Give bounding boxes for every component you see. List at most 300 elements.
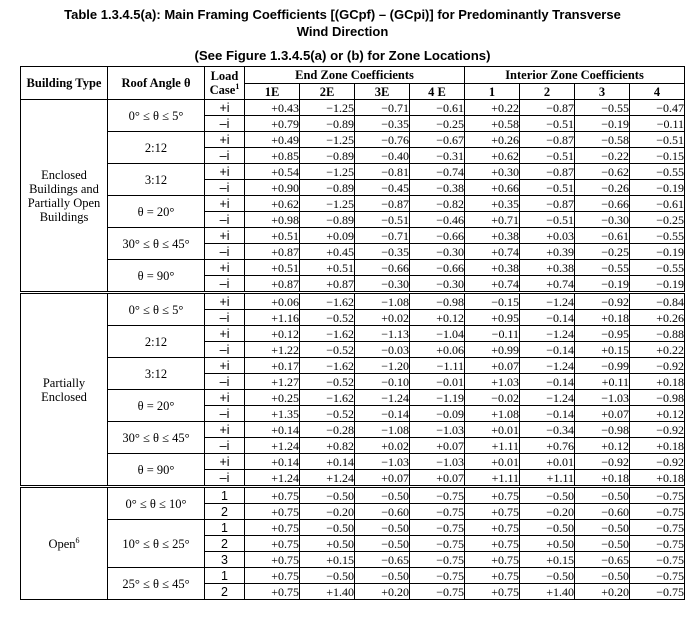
header-zone-3: 3 <box>575 84 630 100</box>
coefficient-cell-3: −0.19 <box>575 116 630 132</box>
coefficient-cell-2e: +0.87 <box>300 276 355 293</box>
table-row <box>21 358 685 374</box>
coefficient-cell-1: +0.38 <box>465 228 520 244</box>
coefficient-cell-1: −0.11 <box>465 326 520 342</box>
coefficient-cell-4e: −0.09 <box>410 406 465 422</box>
coefficient-cell-2: −0.87 <box>520 132 575 148</box>
coefficient-cell-4e: −0.75 <box>410 520 465 536</box>
coefficient-cell-1: +1.03 <box>465 374 520 390</box>
coefficient-cell-2e: −0.28 <box>300 422 355 438</box>
coefficient-cell-2e: −1.62 <box>300 293 355 310</box>
roof-angle-cell: 30° ≤ θ ≤ 45° <box>108 228 205 260</box>
coefficient-cell-2e: −1.62 <box>300 326 355 342</box>
load-case-cell: 2 <box>205 536 245 552</box>
load-case-cell: +i <box>205 100 245 116</box>
coefficient-cell-4e: −0.75 <box>410 584 465 600</box>
coefficient-cell-1e: +0.85 <box>245 148 300 164</box>
coefficient-cell-1: +1.08 <box>465 406 520 422</box>
coefficient-cell-3: −0.55 <box>575 100 630 116</box>
coefficient-cell-3e: −0.50 <box>355 520 410 536</box>
coefficient-cell-3e: −1.20 <box>355 358 410 374</box>
coefficient-cell-2e: +0.50 <box>300 536 355 552</box>
roof-angle-cell: θ = 20° <box>108 196 205 228</box>
load-case-cell: –i <box>205 342 245 358</box>
coefficient-cell-4e: −0.46 <box>410 212 465 228</box>
header-zone-3e: 3E <box>355 84 410 100</box>
coefficient-cell-2e: −0.89 <box>300 180 355 196</box>
coefficient-cell-3e: −0.50 <box>355 568 410 584</box>
header-interior-zone: Interior Zone Coefficients <box>465 67 685 84</box>
coefficient-cell-1: +0.07 <box>465 358 520 374</box>
coefficient-cell-4e: −0.30 <box>410 244 465 260</box>
coefficient-cell-4: −0.55 <box>630 228 685 244</box>
building-type-cell <box>21 487 108 600</box>
load-case-cell: 1 <box>205 568 245 584</box>
coefficient-cell-1: +0.58 <box>465 116 520 132</box>
coefficient-cell-3e: −0.35 <box>355 244 410 260</box>
coefficient-cell-2e: +0.15 <box>300 552 355 568</box>
coefficient-cell-1: +1.11 <box>465 470 520 487</box>
title-line-3: (See Figure 1.3.4.5(a) or (b) for Zone Locations) <box>194 48 491 63</box>
load-case-cell: +i <box>205 454 245 470</box>
coefficient-cell-1e: +0.75 <box>245 536 300 552</box>
coefficient-cell-3e: −1.03 <box>355 454 410 470</box>
building-type-label: Open <box>48 536 76 551</box>
coefficient-cell-1e: +0.51 <box>245 260 300 276</box>
coefficient-cell-3e: −0.66 <box>355 260 410 276</box>
load-case-cell: +i <box>205 260 245 276</box>
load-case-cell: –i <box>205 374 245 390</box>
coefficient-cell-4: −0.19 <box>630 244 685 260</box>
coefficient-cell-1: +0.74 <box>465 276 520 293</box>
coefficient-cell-1e: +0.06 <box>245 293 300 310</box>
coefficient-cell-4: −0.75 <box>630 520 685 536</box>
coefficient-cell-2e: −0.52 <box>300 310 355 326</box>
coefficient-cell-2: −0.14 <box>520 374 575 390</box>
coefficient-cell-3e: +0.02 <box>355 310 410 326</box>
coefficient-cell-3: −0.66 <box>575 196 630 212</box>
coefficient-cell-3e: −0.45 <box>355 180 410 196</box>
coefficient-cell-2: −0.50 <box>520 568 575 584</box>
coefficient-cell-1e: +1.22 <box>245 342 300 358</box>
coefficient-cell-3: −0.99 <box>575 358 630 374</box>
coefficient-cell-1: +0.75 <box>465 520 520 536</box>
table-row <box>21 293 685 310</box>
coefficient-cell-4: +0.26 <box>630 310 685 326</box>
coefficient-cell-1e: +0.17 <box>245 358 300 374</box>
header-zone-2e: 2E <box>300 84 355 100</box>
header-zone-1: 1 <box>465 84 520 100</box>
coefficient-cell-1: +0.95 <box>465 310 520 326</box>
coefficient-cell-1e: +0.43 <box>245 100 300 116</box>
coefficient-cell-4e: −1.04 <box>410 326 465 342</box>
load-case-cell: +i <box>205 390 245 406</box>
coefficient-cell-4: −0.75 <box>630 536 685 552</box>
roof-angle-cell: 3:12 <box>108 358 205 390</box>
coefficient-cell-4: +0.18 <box>630 470 685 487</box>
roof-angle-cell: 30° ≤ θ ≤ 45° <box>108 422 205 454</box>
coefficient-cell-4e: −0.82 <box>410 196 465 212</box>
coefficient-cell-2e: +0.82 <box>300 438 355 454</box>
building-type-label: Partially Enclosed <box>41 375 87 404</box>
coefficient-cell-4e: −0.75 <box>410 536 465 552</box>
load-case-cell: –i <box>205 148 245 164</box>
coefficient-cell-2e: −0.89 <box>300 212 355 228</box>
header-load-case <box>205 67 245 100</box>
coefficient-cell-2e: +1.40 <box>300 584 355 600</box>
coefficient-cell-1e: +0.75 <box>245 520 300 536</box>
coefficient-cell-2: −0.50 <box>520 487 575 504</box>
table-row <box>21 326 685 342</box>
header-zone-1e: 1E <box>245 84 300 100</box>
coefficient-cell-1e: +0.12 <box>245 326 300 342</box>
load-case-cell: 2 <box>205 584 245 600</box>
coefficient-cell-3e: −0.60 <box>355 504 410 520</box>
coefficient-cell-4: −0.55 <box>630 260 685 276</box>
coefficient-cell-1e: +0.79 <box>245 116 300 132</box>
table-row <box>21 568 685 584</box>
coefficient-cell-1e: +0.75 <box>245 568 300 584</box>
coefficients-table <box>20 66 685 600</box>
coefficient-cell-2e: −1.25 <box>300 196 355 212</box>
load-case-cell: –i <box>205 116 245 132</box>
coefficient-cell-4e: +0.07 <box>410 438 465 454</box>
coefficient-cell-1e: +0.54 <box>245 164 300 180</box>
roof-angle-cell: 2:12 <box>108 132 205 164</box>
coefficient-cell-4: −0.75 <box>630 584 685 600</box>
coefficient-cell-3e: −0.30 <box>355 276 410 293</box>
coefficient-cell-1: −0.15 <box>465 293 520 310</box>
header-load-case-label: Load Case <box>209 69 239 97</box>
load-case-cell: +i <box>205 228 245 244</box>
table-row <box>21 164 685 180</box>
building-type-cell <box>21 100 108 293</box>
load-case-cell: +i <box>205 164 245 180</box>
table-row <box>21 196 685 212</box>
coefficient-cell-1e: +0.98 <box>245 212 300 228</box>
roof-angle-cell: 25° ≤ θ ≤ 45° <box>108 568 205 600</box>
coefficient-cell-4e: +0.06 <box>410 342 465 358</box>
coefficient-cell-3: −0.25 <box>575 244 630 260</box>
coefficient-cell-4e: −1.03 <box>410 454 465 470</box>
coefficient-cell-3: −0.61 <box>575 228 630 244</box>
coefficient-cell-1: +0.75 <box>465 487 520 504</box>
coefficient-cell-2e: +0.14 <box>300 454 355 470</box>
coefficient-cell-3e: −0.51 <box>355 212 410 228</box>
table-body <box>21 100 685 600</box>
coefficient-cell-4: −0.11 <box>630 116 685 132</box>
load-case-cell: +i <box>205 326 245 342</box>
load-case-cell: 1 <box>205 520 245 536</box>
coefficient-cell-3: +0.07 <box>575 406 630 422</box>
coefficient-cell-4e: −0.31 <box>410 148 465 164</box>
coefficient-cell-3: +0.15 <box>575 342 630 358</box>
coefficient-cell-3e: −0.50 <box>355 536 410 552</box>
load-case-cell: +i <box>205 132 245 148</box>
coefficient-cell-2e: +0.51 <box>300 260 355 276</box>
coefficient-cell-1: +0.75 <box>465 584 520 600</box>
coefficient-cell-4: −0.55 <box>630 164 685 180</box>
coefficient-cell-3: −0.19 <box>575 276 630 293</box>
roof-angle-cell: 0° ≤ θ ≤ 5° <box>108 293 205 326</box>
coefficient-cell-2e: −0.20 <box>300 504 355 520</box>
coefficient-cell-2e: −0.52 <box>300 374 355 390</box>
coefficient-cell-2e: −1.25 <box>300 164 355 180</box>
coefficient-cell-4: −0.75 <box>630 568 685 584</box>
coefficient-cell-4e: −0.61 <box>410 100 465 116</box>
coefficient-cell-3e: −0.35 <box>355 116 410 132</box>
coefficient-cell-1e: +0.90 <box>245 180 300 196</box>
title-line-1: Table 1.3.4.5(a): Main Framing Coefficients [(GCpf) – (GCpi)] for Predominantly Transverse <box>64 7 621 22</box>
load-case-cell: +i <box>205 293 245 310</box>
coefficient-cell-2e: −1.25 <box>300 100 355 116</box>
coefficient-cell-3: −0.50 <box>575 568 630 584</box>
coefficient-cell-2: +0.76 <box>520 438 575 454</box>
coefficient-cell-1: +0.75 <box>465 552 520 568</box>
coefficient-cell-1: +0.99 <box>465 342 520 358</box>
roof-angle-cell: 10° ≤ θ ≤ 25° <box>108 520 205 568</box>
coefficient-cell-4e: −0.66 <box>410 228 465 244</box>
table-header <box>21 67 685 100</box>
coefficient-cell-4: −0.61 <box>630 196 685 212</box>
coefficient-cell-2: +0.39 <box>520 244 575 260</box>
coefficient-cell-2: −1.24 <box>520 293 575 310</box>
coefficient-cell-4e: −0.38 <box>410 180 465 196</box>
load-case-cell: –i <box>205 470 245 487</box>
coefficient-cell-1e: +0.49 <box>245 132 300 148</box>
header-load-case-footnote: 1 <box>235 81 240 91</box>
load-case-cell: 2 <box>205 504 245 520</box>
coefficient-cell-2: −0.14 <box>520 342 575 358</box>
coefficient-cell-4e: −1.11 <box>410 358 465 374</box>
coefficient-cell-3: −0.22 <box>575 148 630 164</box>
coefficient-cell-1: +0.22 <box>465 100 520 116</box>
roof-angle-cell: 0° ≤ θ ≤ 10° <box>108 487 205 520</box>
coefficient-cell-1e: +1.35 <box>245 406 300 422</box>
header-building-type: Building Type <box>21 67 108 100</box>
coefficient-cell-4: −0.15 <box>630 148 685 164</box>
coefficient-cell-2: +0.15 <box>520 552 575 568</box>
coefficient-cell-2e: +0.45 <box>300 244 355 260</box>
building-type-label: Enclosed Buildings and Partially Open Buildings <box>27 167 101 224</box>
coefficient-cell-2: +1.40 <box>520 584 575 600</box>
coefficient-cell-3e: −1.24 <box>355 390 410 406</box>
coefficient-cell-3e: −0.65 <box>355 552 410 568</box>
load-case-cell: –i <box>205 438 245 454</box>
coefficient-cell-4e: −0.98 <box>410 293 465 310</box>
coefficient-cell-2: −0.87 <box>520 100 575 116</box>
coefficient-cell-2e: −0.89 <box>300 148 355 164</box>
coefficient-cell-4e: −0.30 <box>410 276 465 293</box>
coefficient-cell-4: −0.47 <box>630 100 685 116</box>
coefficient-cell-1: +0.75 <box>465 504 520 520</box>
coefficient-cell-1: +0.75 <box>465 536 520 552</box>
coefficient-cell-4: +0.22 <box>630 342 685 358</box>
roof-angle-cell: 0° ≤ θ ≤ 5° <box>108 100 205 132</box>
coefficient-cell-4e: −1.19 <box>410 390 465 406</box>
coefficient-cell-4e: −0.75 <box>410 552 465 568</box>
coefficient-cell-2e: −1.25 <box>300 132 355 148</box>
coefficient-cell-1: +0.71 <box>465 212 520 228</box>
coefficient-cell-4: −0.84 <box>630 293 685 310</box>
coefficient-cell-3e: −1.08 <box>355 422 410 438</box>
coefficient-cell-1e: +0.25 <box>245 390 300 406</box>
coefficient-cell-1e: +0.51 <box>245 228 300 244</box>
coefficient-cell-4: −0.75 <box>630 504 685 520</box>
load-case-cell: +i <box>205 358 245 374</box>
table-row <box>21 487 685 504</box>
coefficient-cell-2e: −0.50 <box>300 520 355 536</box>
table-title <box>0 6 685 64</box>
coefficient-cell-4: −0.92 <box>630 422 685 438</box>
coefficient-cell-2: −0.87 <box>520 196 575 212</box>
coefficient-cell-3e: +0.20 <box>355 584 410 600</box>
table-row <box>21 454 685 470</box>
coefficient-cell-1e: +1.24 <box>245 470 300 487</box>
coefficient-cell-3e: −0.81 <box>355 164 410 180</box>
coefficient-cell-4: −0.92 <box>630 358 685 374</box>
coefficient-cell-3: −0.50 <box>575 536 630 552</box>
coefficient-cell-3: +0.11 <box>575 374 630 390</box>
coefficient-cell-2: −0.87 <box>520 164 575 180</box>
coefficient-cell-1: +0.35 <box>465 196 520 212</box>
coefficient-cell-4: −0.88 <box>630 326 685 342</box>
coefficient-cell-4e: −1.03 <box>410 422 465 438</box>
coefficient-cell-2: −1.24 <box>520 326 575 342</box>
coefficient-cell-3e: −0.71 <box>355 100 410 116</box>
header-zone-4: 4 <box>630 84 685 100</box>
coefficient-cell-3: −0.26 <box>575 180 630 196</box>
roof-angle-cell: θ = 90° <box>108 260 205 293</box>
coefficient-cell-1: +0.75 <box>465 568 520 584</box>
coefficient-cell-1: +0.01 <box>465 422 520 438</box>
load-case-cell: –i <box>205 406 245 422</box>
coefficient-cell-2e: −0.89 <box>300 116 355 132</box>
coefficient-cell-3e: −1.08 <box>355 293 410 310</box>
coefficient-cell-2: −0.51 <box>520 116 575 132</box>
title-line-2: Wind Direction <box>296 24 389 39</box>
coefficient-cell-4e: −0.01 <box>410 374 465 390</box>
coefficient-cell-2: −0.51 <box>520 148 575 164</box>
coefficient-cell-1: +0.38 <box>465 260 520 276</box>
roof-angle-cell: θ = 20° <box>108 390 205 422</box>
coefficient-cell-2: −1.24 <box>520 390 575 406</box>
coefficient-cell-1e: +0.75 <box>245 504 300 520</box>
coefficient-cell-2: +1.11 <box>520 470 575 487</box>
coefficient-cell-4: +0.12 <box>630 406 685 422</box>
coefficient-cell-2: −0.50 <box>520 520 575 536</box>
coefficient-cell-3e: −0.14 <box>355 406 410 422</box>
coefficient-cell-4e: +0.07 <box>410 470 465 487</box>
coefficient-cell-4e: −0.66 <box>410 260 465 276</box>
coefficient-cell-3: −0.50 <box>575 487 630 504</box>
coefficient-cell-1e: +0.75 <box>245 584 300 600</box>
coefficient-cell-3: −0.98 <box>575 422 630 438</box>
coefficient-cell-1e: +1.16 <box>245 310 300 326</box>
load-case-cell: 3 <box>205 552 245 568</box>
table-row <box>21 260 685 276</box>
coefficient-cell-3: −0.50 <box>575 520 630 536</box>
coefficient-cell-2: −0.51 <box>520 180 575 196</box>
load-case-cell: –i <box>205 310 245 326</box>
coefficient-cell-1e: +0.14 <box>245 454 300 470</box>
coefficient-cell-1: +0.66 <box>465 180 520 196</box>
coefficient-cell-2: −0.51 <box>520 212 575 228</box>
coefficient-cell-4e: −0.25 <box>410 116 465 132</box>
coefficient-cell-4e: +0.12 <box>410 310 465 326</box>
coefficient-cell-2: −0.14 <box>520 406 575 422</box>
coefficient-cell-2e: −0.50 <box>300 487 355 504</box>
coefficient-cell-4: +0.18 <box>630 374 685 390</box>
header-zone-4e: 4 E <box>410 84 465 100</box>
coefficient-cell-2: +0.01 <box>520 454 575 470</box>
coefficient-cell-1: +0.26 <box>465 132 520 148</box>
coefficient-cell-4: −0.98 <box>630 390 685 406</box>
coefficient-cell-4e: −0.75 <box>410 487 465 504</box>
coefficient-cell-2e: −0.52 <box>300 342 355 358</box>
table-row <box>21 132 685 148</box>
table-row <box>21 228 685 244</box>
coefficient-cell-3: −0.65 <box>575 552 630 568</box>
table-row <box>21 100 685 116</box>
coefficient-cell-3: +0.20 <box>575 584 630 600</box>
coefficient-cell-1e: +1.27 <box>245 374 300 390</box>
coefficient-cell-3e: −0.10 <box>355 374 410 390</box>
coefficient-cell-3e: −0.40 <box>355 148 410 164</box>
coefficient-cell-4: −0.19 <box>630 276 685 293</box>
coefficient-cell-3: +0.18 <box>575 310 630 326</box>
coefficient-cell-3: −0.95 <box>575 326 630 342</box>
coefficient-cell-3e: +0.07 <box>355 470 410 487</box>
coefficient-cell-4e: −0.75 <box>410 504 465 520</box>
roof-angle-cell: θ = 90° <box>108 454 205 487</box>
coefficient-cell-4e: −0.67 <box>410 132 465 148</box>
coefficient-cell-3: −0.30 <box>575 212 630 228</box>
building-type-footnote: 6 <box>75 535 80 545</box>
load-case-cell: +i <box>205 422 245 438</box>
coefficient-cell-3: +0.12 <box>575 438 630 454</box>
table-row <box>21 520 685 536</box>
roof-angle-cell: 3:12 <box>108 164 205 196</box>
coefficient-cell-2: +0.03 <box>520 228 575 244</box>
coefficient-cell-1e: +0.87 <box>245 276 300 293</box>
coefficient-cell-2: −0.20 <box>520 504 575 520</box>
coefficient-cell-3e: −0.87 <box>355 196 410 212</box>
coefficient-cell-1: +0.74 <box>465 244 520 260</box>
coefficient-cell-3: −0.62 <box>575 164 630 180</box>
coefficient-cell-2: −1.24 <box>520 358 575 374</box>
coefficient-cell-3e: −0.76 <box>355 132 410 148</box>
coefficient-cell-1e: +0.75 <box>245 487 300 504</box>
coefficient-cell-3: −0.55 <box>575 260 630 276</box>
coefficient-cell-1e: +0.14 <box>245 422 300 438</box>
coefficient-cell-4: +0.18 <box>630 438 685 454</box>
coefficient-cell-1: +0.62 <box>465 148 520 164</box>
coefficient-cell-3: −0.58 <box>575 132 630 148</box>
coefficient-cell-2e: −1.62 <box>300 390 355 406</box>
coefficient-cell-1: +0.30 <box>465 164 520 180</box>
load-case-cell: –i <box>205 276 245 293</box>
coefficient-cell-1: +0.01 <box>465 454 520 470</box>
header-zone-2: 2 <box>520 84 575 100</box>
coefficient-cell-2: +0.38 <box>520 260 575 276</box>
building-type-cell <box>21 293 108 487</box>
coefficient-cell-3: −1.03 <box>575 390 630 406</box>
coefficient-cell-4e: −0.74 <box>410 164 465 180</box>
load-case-cell: –i <box>205 244 245 260</box>
load-case-cell: –i <box>205 180 245 196</box>
header-end-zone: End Zone Coefficients <box>245 67 465 84</box>
